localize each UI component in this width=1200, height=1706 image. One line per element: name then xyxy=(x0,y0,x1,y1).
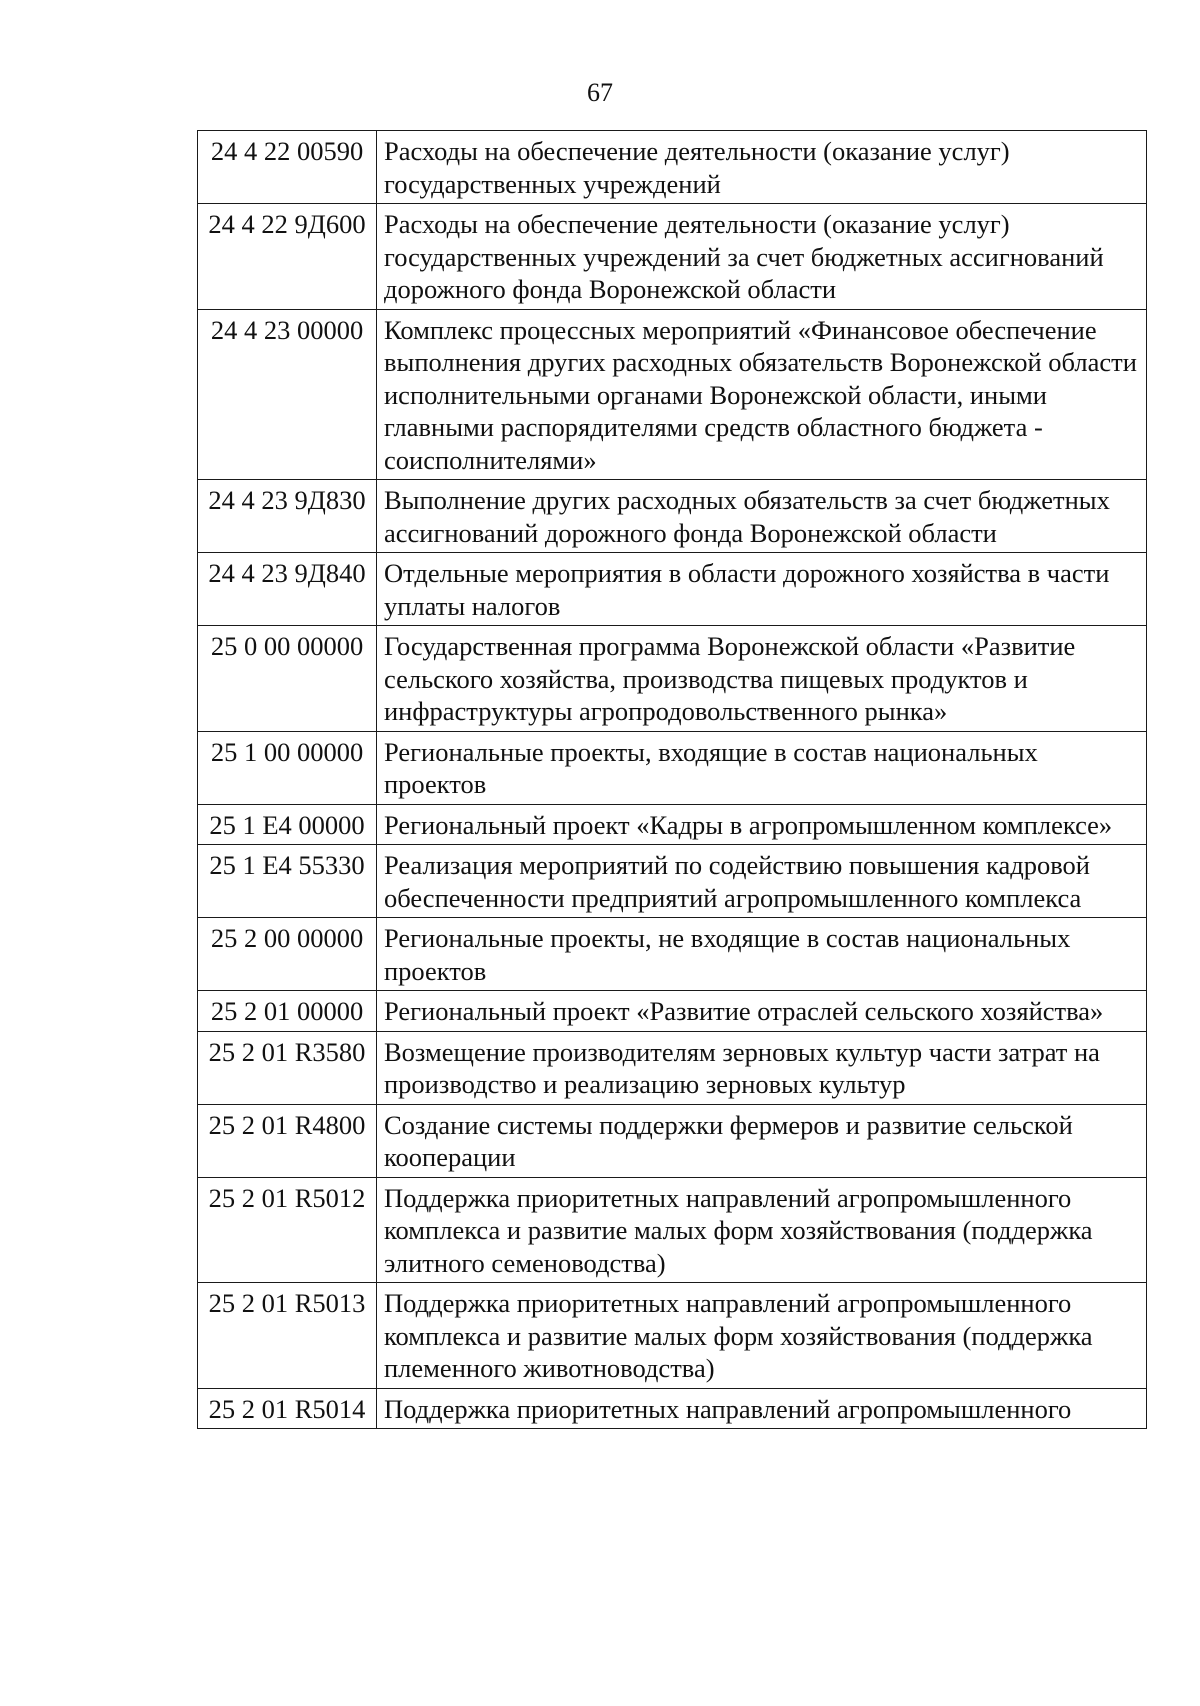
budget-code-cell: 25 0 00 00000 xyxy=(198,626,377,732)
description-cell: Расходы на обеспечение деятельности (оказание услуг) государственных учреждений xyxy=(377,131,1147,204)
description-cell: Поддержка приоритетных направлений агропромышленного комплекса и развитие малых форм хозяйствования (поддержка племенного животноводства) xyxy=(377,1283,1147,1389)
table-row xyxy=(198,309,1147,480)
description-cell: Создание системы поддержки фермеров и развитие сельской кооперации xyxy=(377,1104,1147,1177)
budget-code-cell: 24 4 22 9Д600 xyxy=(198,204,377,310)
description-cell: Комплекс процессных мероприятий «Финансовое обеспечение выполнения других расходных обязательств Воронежской области исполнительными органами Воронежской области, иными главными распорядителями средств областного бюджета - соисполнителями» xyxy=(377,309,1147,480)
description-cell: Возмещение производителям зерновых культур части затрат на производство и реализацию зерновых культур xyxy=(377,1031,1147,1104)
table-row xyxy=(198,480,1147,553)
table-row xyxy=(198,1388,1147,1429)
budget-code-cell: 25 1 00 00000 xyxy=(198,731,377,804)
description-cell: Региональный проект «Кадры в агропромышленном комплексе» xyxy=(377,804,1147,845)
budget-code-cell: 25 1 Е4 00000 xyxy=(198,804,377,845)
description-cell: Региональный проект «Развитие отраслей сельского хозяйства» xyxy=(377,991,1147,1032)
description-cell: Выполнение других расходных обязательств за счет бюджетных ассигнований дорожного фонда Воронежской области xyxy=(377,480,1147,553)
description-cell: Отдельные мероприятия в области дорожного хозяйства в части уплаты налогов xyxy=(377,553,1147,626)
table-row xyxy=(198,731,1147,804)
page-number: 67 xyxy=(587,78,613,107)
table-row xyxy=(198,204,1147,310)
description-cell: Государственная программа Воронежской области «Развитие сельского хозяйства, производства пищевых продуктов и инфраструктуры агропродовольственного рынка» xyxy=(377,626,1147,732)
table-row xyxy=(198,804,1147,845)
description-cell: Реализация мероприятий по содействию повышения кадровой обеспеченности предприятий агропромышленного комплекса xyxy=(377,845,1147,918)
table-row xyxy=(198,1177,1147,1283)
budget-code-cell: 25 2 01 R5014 xyxy=(198,1388,377,1429)
table-row xyxy=(198,626,1147,732)
description-cell: Расходы на обеспечение деятельности (оказание услуг) государственных учреждений за счет бюджетных ассигнований дорожного фонда Воронежской области xyxy=(377,204,1147,310)
table-body xyxy=(198,131,1147,1429)
budget-code-cell: 25 2 00 00000 xyxy=(198,918,377,991)
budget-classification-table xyxy=(197,130,1147,1429)
budget-code-cell: 25 1 Е4 55330 xyxy=(198,845,377,918)
table-row xyxy=(198,553,1147,626)
table-row xyxy=(198,131,1147,204)
budget-code-cell: 24 4 22 00590 xyxy=(198,131,377,204)
budget-code-cell: 24 4 23 00000 xyxy=(198,309,377,480)
table-row xyxy=(198,918,1147,991)
budget-code-cell: 25 2 01 R3580 xyxy=(198,1031,377,1104)
budget-code-cell: 24 4 23 9Д840 xyxy=(198,553,377,626)
budget-code-cell: 25 2 01 R5012 xyxy=(198,1177,377,1283)
budget-code-cell: 24 4 23 9Д830 xyxy=(198,480,377,553)
description-cell: Поддержка приоритетных направлений агропромышленного комплекса и развитие малых форм хозяйствования (поддержка элитного семеноводства) xyxy=(377,1177,1147,1283)
budget-code-cell: 25 2 01 R5013 xyxy=(198,1283,377,1389)
description-cell: Региональные проекты, не входящие в состав национальных проектов xyxy=(377,918,1147,991)
table-row xyxy=(198,1104,1147,1177)
table-row xyxy=(198,845,1147,918)
table-row xyxy=(198,1283,1147,1389)
budget-code-cell: 25 2 01 R4800 xyxy=(198,1104,377,1177)
budget-code-cell: 25 2 01 00000 xyxy=(198,991,377,1032)
description-cell: Поддержка приоритетных направлений агропромышленного xyxy=(377,1388,1147,1429)
table-row xyxy=(198,991,1147,1032)
description-cell: Региональные проекты, входящие в состав национальных проектов xyxy=(377,731,1147,804)
table-row xyxy=(198,1031,1147,1104)
